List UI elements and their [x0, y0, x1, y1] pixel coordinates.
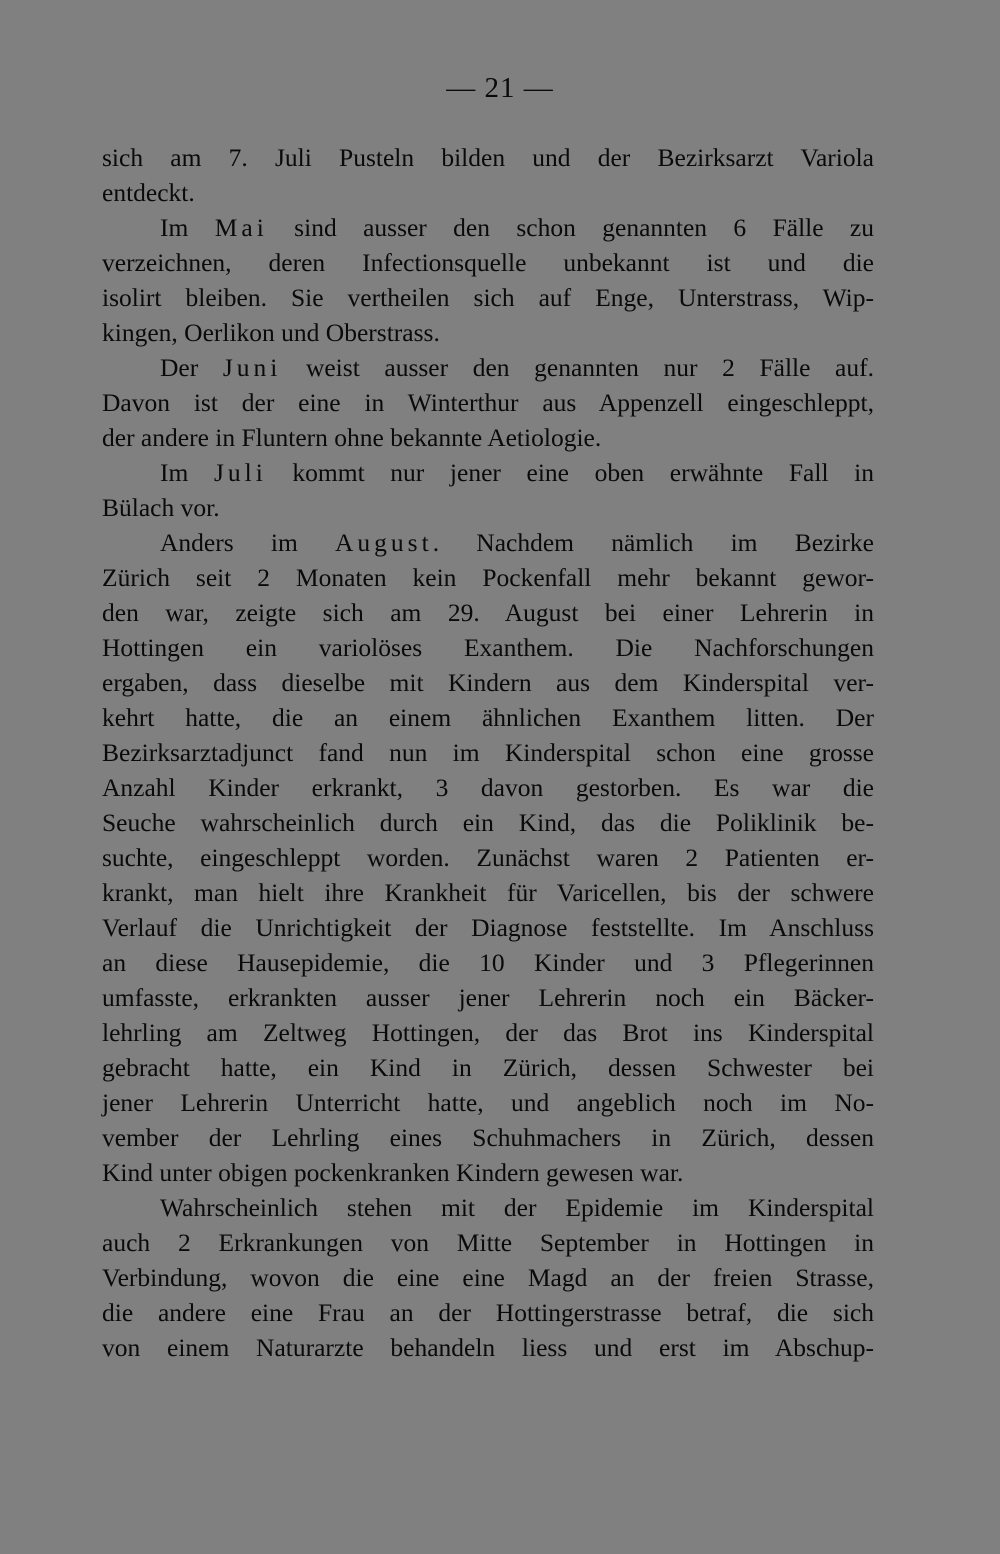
text-fragment: Anders im — [160, 528, 336, 557]
text-line: den war, zeigte sich am 29. August bei einer Lehrerin in — [102, 598, 874, 627]
text-line: von einem Naturarzte behandeln liess und erst im Abschup- — [102, 1333, 874, 1362]
text-line: lehrling am Zeltweg Hottingen, der das Brot ins Kinderspital — [102, 1018, 874, 1047]
text-fragment: . Nachdem nämlich im Bezirke — [432, 528, 874, 557]
text-line — [102, 210, 874, 245]
text-fragment: Im — [160, 213, 215, 242]
page-number: — 21 — — [446, 72, 554, 104]
text-line — [102, 525, 874, 560]
text-line: vember der Lehrling eines Schuhmachers in Zürich, dessen — [102, 1123, 874, 1152]
text-line: Wahrscheinlich stehen mit der Epidemie im Kinderspital — [160, 1193, 874, 1222]
spaced-month: Juli — [213, 458, 267, 487]
text-fragment: kommt nur jener eine oben erwähnte Fall in — [266, 458, 874, 487]
text-line: entdeckt. — [102, 178, 195, 207]
text-line: umfasste, erkrankten ausser jener Lehrerin noch ein Bäcker- — [102, 983, 874, 1012]
text-line: die andere eine Frau an der Hottingerstrasse betraf, die sich — [102, 1298, 874, 1327]
text-line: sich am 7. Juli Pusteln bilden und der Bezirksarzt Variola — [102, 143, 874, 172]
text-fragment: weist ausser den genannten nur 2 Fälle auf. — [281, 353, 874, 382]
text-line: Kind unter obigen pockenkranken Kindern gewesen war. — [102, 1158, 684, 1187]
text-line: Verlauf die Unrichtigkeit der Diagnose feststellte. Im Anschluss — [102, 913, 874, 942]
text-line: Anzahl Kinder erkrankt, 3 davon gestorben. Es war die — [102, 773, 874, 802]
text-line: Verbindung, wovon die eine eine Magd an der freien Strasse, — [102, 1263, 874, 1292]
spaced-month: August — [335, 528, 433, 557]
text-line: ergaben, dass dieselbe mit Kindern aus dem Kinderspital ver- — [102, 668, 874, 697]
text-line: krankt, man hielt ihre Krankheit für Varicellen, bis der schwere — [102, 878, 874, 907]
text-line: an diese Hausepidemie, die 10 Kinder und 3 Pflegerinnen — [102, 948, 874, 977]
text-line: isolirt bleiben. Sie vertheilen sich auf Enge, Unterstrass, Wip- — [102, 283, 874, 312]
text-fragment: Im — [160, 458, 214, 487]
text-line: der andere in Fluntern ohne bekannte Aetiologie. — [102, 423, 602, 452]
text-line: Davon ist der eine in Winterthur aus Appenzell eingeschleppt, — [102, 388, 874, 417]
text-line: Hottingen ein variolöses Exanthem. Die Nachforschungen — [102, 633, 874, 662]
text-line: Bezirksarztadjunct fand nun im Kinderspital schon eine grosse — [102, 738, 874, 767]
spaced-month: Juni — [222, 353, 282, 382]
text-line — [102, 350, 874, 385]
text-line: Zürich seit 2 Monaten kein Pockenfall mehr bekannt gewor- — [102, 563, 874, 592]
text-line: kehrt hatte, die an einem ähnlichen Exanthem litten. Der — [102, 703, 874, 732]
text-line: kingen, Oerlikon und Oberstrass. — [102, 318, 440, 347]
text-fragment: Der — [160, 353, 223, 382]
body-text — [102, 140, 874, 1365]
text-line: Seuche wahrscheinlich durch ein Kind, das die Poliklinik be- — [102, 808, 874, 837]
text-fragment: sind ausser den schon genannten 6 Fälle zu — [267, 213, 875, 242]
text-line: Bülach vor. — [102, 493, 220, 522]
spaced-month: Mai — [214, 213, 268, 242]
text-line: suchte, eingeschleppt worden. Zunächst waren 2 Patienten er- — [102, 843, 874, 872]
text-line: jener Lehrerin Unterricht hatte, und angeblich noch im No- — [102, 1088, 874, 1117]
text-line: auch 2 Erkrankungen von Mitte September in Hottingen in — [102, 1228, 874, 1257]
text-line: verzeichnen, deren Infectionsquelle unbekannt ist und die — [102, 248, 874, 277]
text-line — [102, 455, 874, 490]
text-line: gebracht hatte, ein Kind in Zürich, dessen Schwester bei — [102, 1053, 874, 1082]
